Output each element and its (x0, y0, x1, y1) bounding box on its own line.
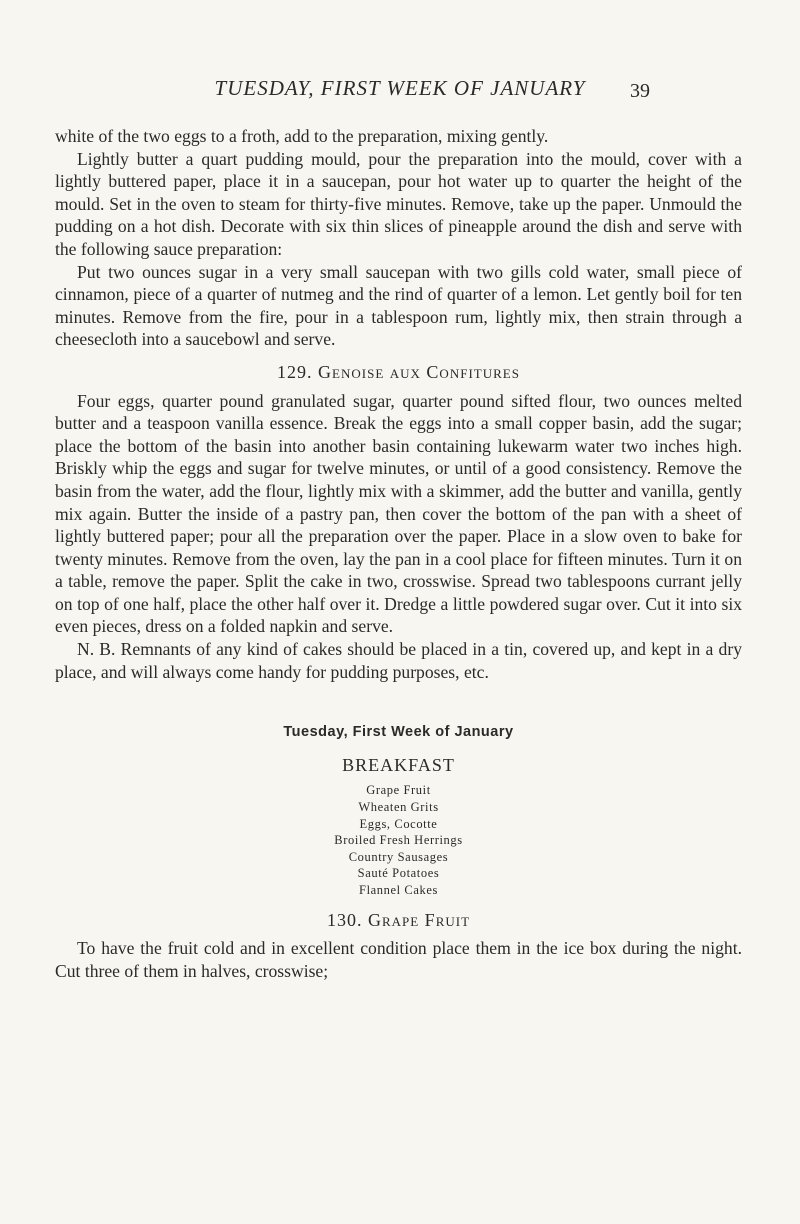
page-content (55, 125, 742, 982)
page-number: 39 (630, 80, 650, 102)
menu-item: Wheaten Grits (358, 800, 439, 815)
menu-item: Sauté Potatoes (357, 866, 440, 881)
menu-item: Grape Fruit (366, 783, 431, 798)
paragraph: To have the fruit cold and in excellent condition place them in the ice box during the night. Cut three of them in halves, crosswise; (55, 938, 742, 981)
paragraph: white of the two eggs to a froth, add to the preparation, mixing gently. (55, 126, 549, 146)
menu-title: BREAKFAST (342, 754, 455, 775)
paragraph: Lightly butter a quart pudding mould, pour the preparation into the mould, cover with a lightly buttered paper, place it in a saucepan, pour hot water up to quarter the height of the mould. Set in the oven to steam for thirty-five minutes. Remove, take up the paper. Unmould the pudding on a hot dish. Decorate with six thin slices of pineapple around the dish and serve with the following sauce preparation: (55, 148, 742, 259)
paragraph: Four eggs, quarter pound granulated sugar, quarter pound sifted flour, two ounces melted butter and a teaspoon vanilla essence. Break the eggs into a small copper basin, add the sugar; place the bottom of the basin into another basin containing lukewarm water two inches high. Briskly whip the eggs and sugar for twelve minutes, or until of a good consistency. Remove the basin from the water, add the flour, lightly mix with a skimmer, add the butter and vanilla, gently mix again. Butter the inside of a pastry pan, then cover the bottom of the pan with a sheet of lightly buttered paper; pour all the preparation over the paper. Place in a slow oven to bake for twenty minutes. Remove from the oven, lay the pan in a cool place for fifteen minutes. Turn it on a table, remove the paper. Split the cake in two, crosswise. Spread two tablespoons currant jelly on top of one half, place the other half over it. Dredge a little powdered sugar over. Cut it into six even pieces, dress on a folded napkin and serve. (55, 390, 742, 637)
menu-item: Country Sausages (348, 849, 449, 864)
recipe-title: 130. Grape Fruit (326, 909, 471, 930)
recipe-title: 129. Genoise aux Confitures (277, 361, 520, 382)
menu-item: Flannel Cakes (359, 883, 438, 897)
note-paragraph: N. B. Remnants of any kind of cakes should be placed in a tin, covered up, and kept in a dry place, and will always come handy for pudding purposes, etc. (55, 639, 742, 682)
menu-item: Eggs, Cocotte (359, 816, 438, 831)
menu-list (55, 782, 742, 898)
menu-heading: Tuesday, First Week of January (283, 724, 514, 741)
running-head: TUESDAY, FIRST WEEK OF JANUARY (214, 76, 586, 100)
menu-item: Broiled Fresh Herrings (334, 833, 463, 848)
paragraph: Put two ounces sugar in a very small saucepan with two gills cold water, small piece of cinnamon, piece of a quarter of nutmeg and the rind of quarter of a lemon. Let gently boil for ten minutes. Remove from the fire, pour in a tablespoon rum, lightly mix, then strain through a cheesecloth into a saucebowl and serve. (55, 261, 742, 350)
